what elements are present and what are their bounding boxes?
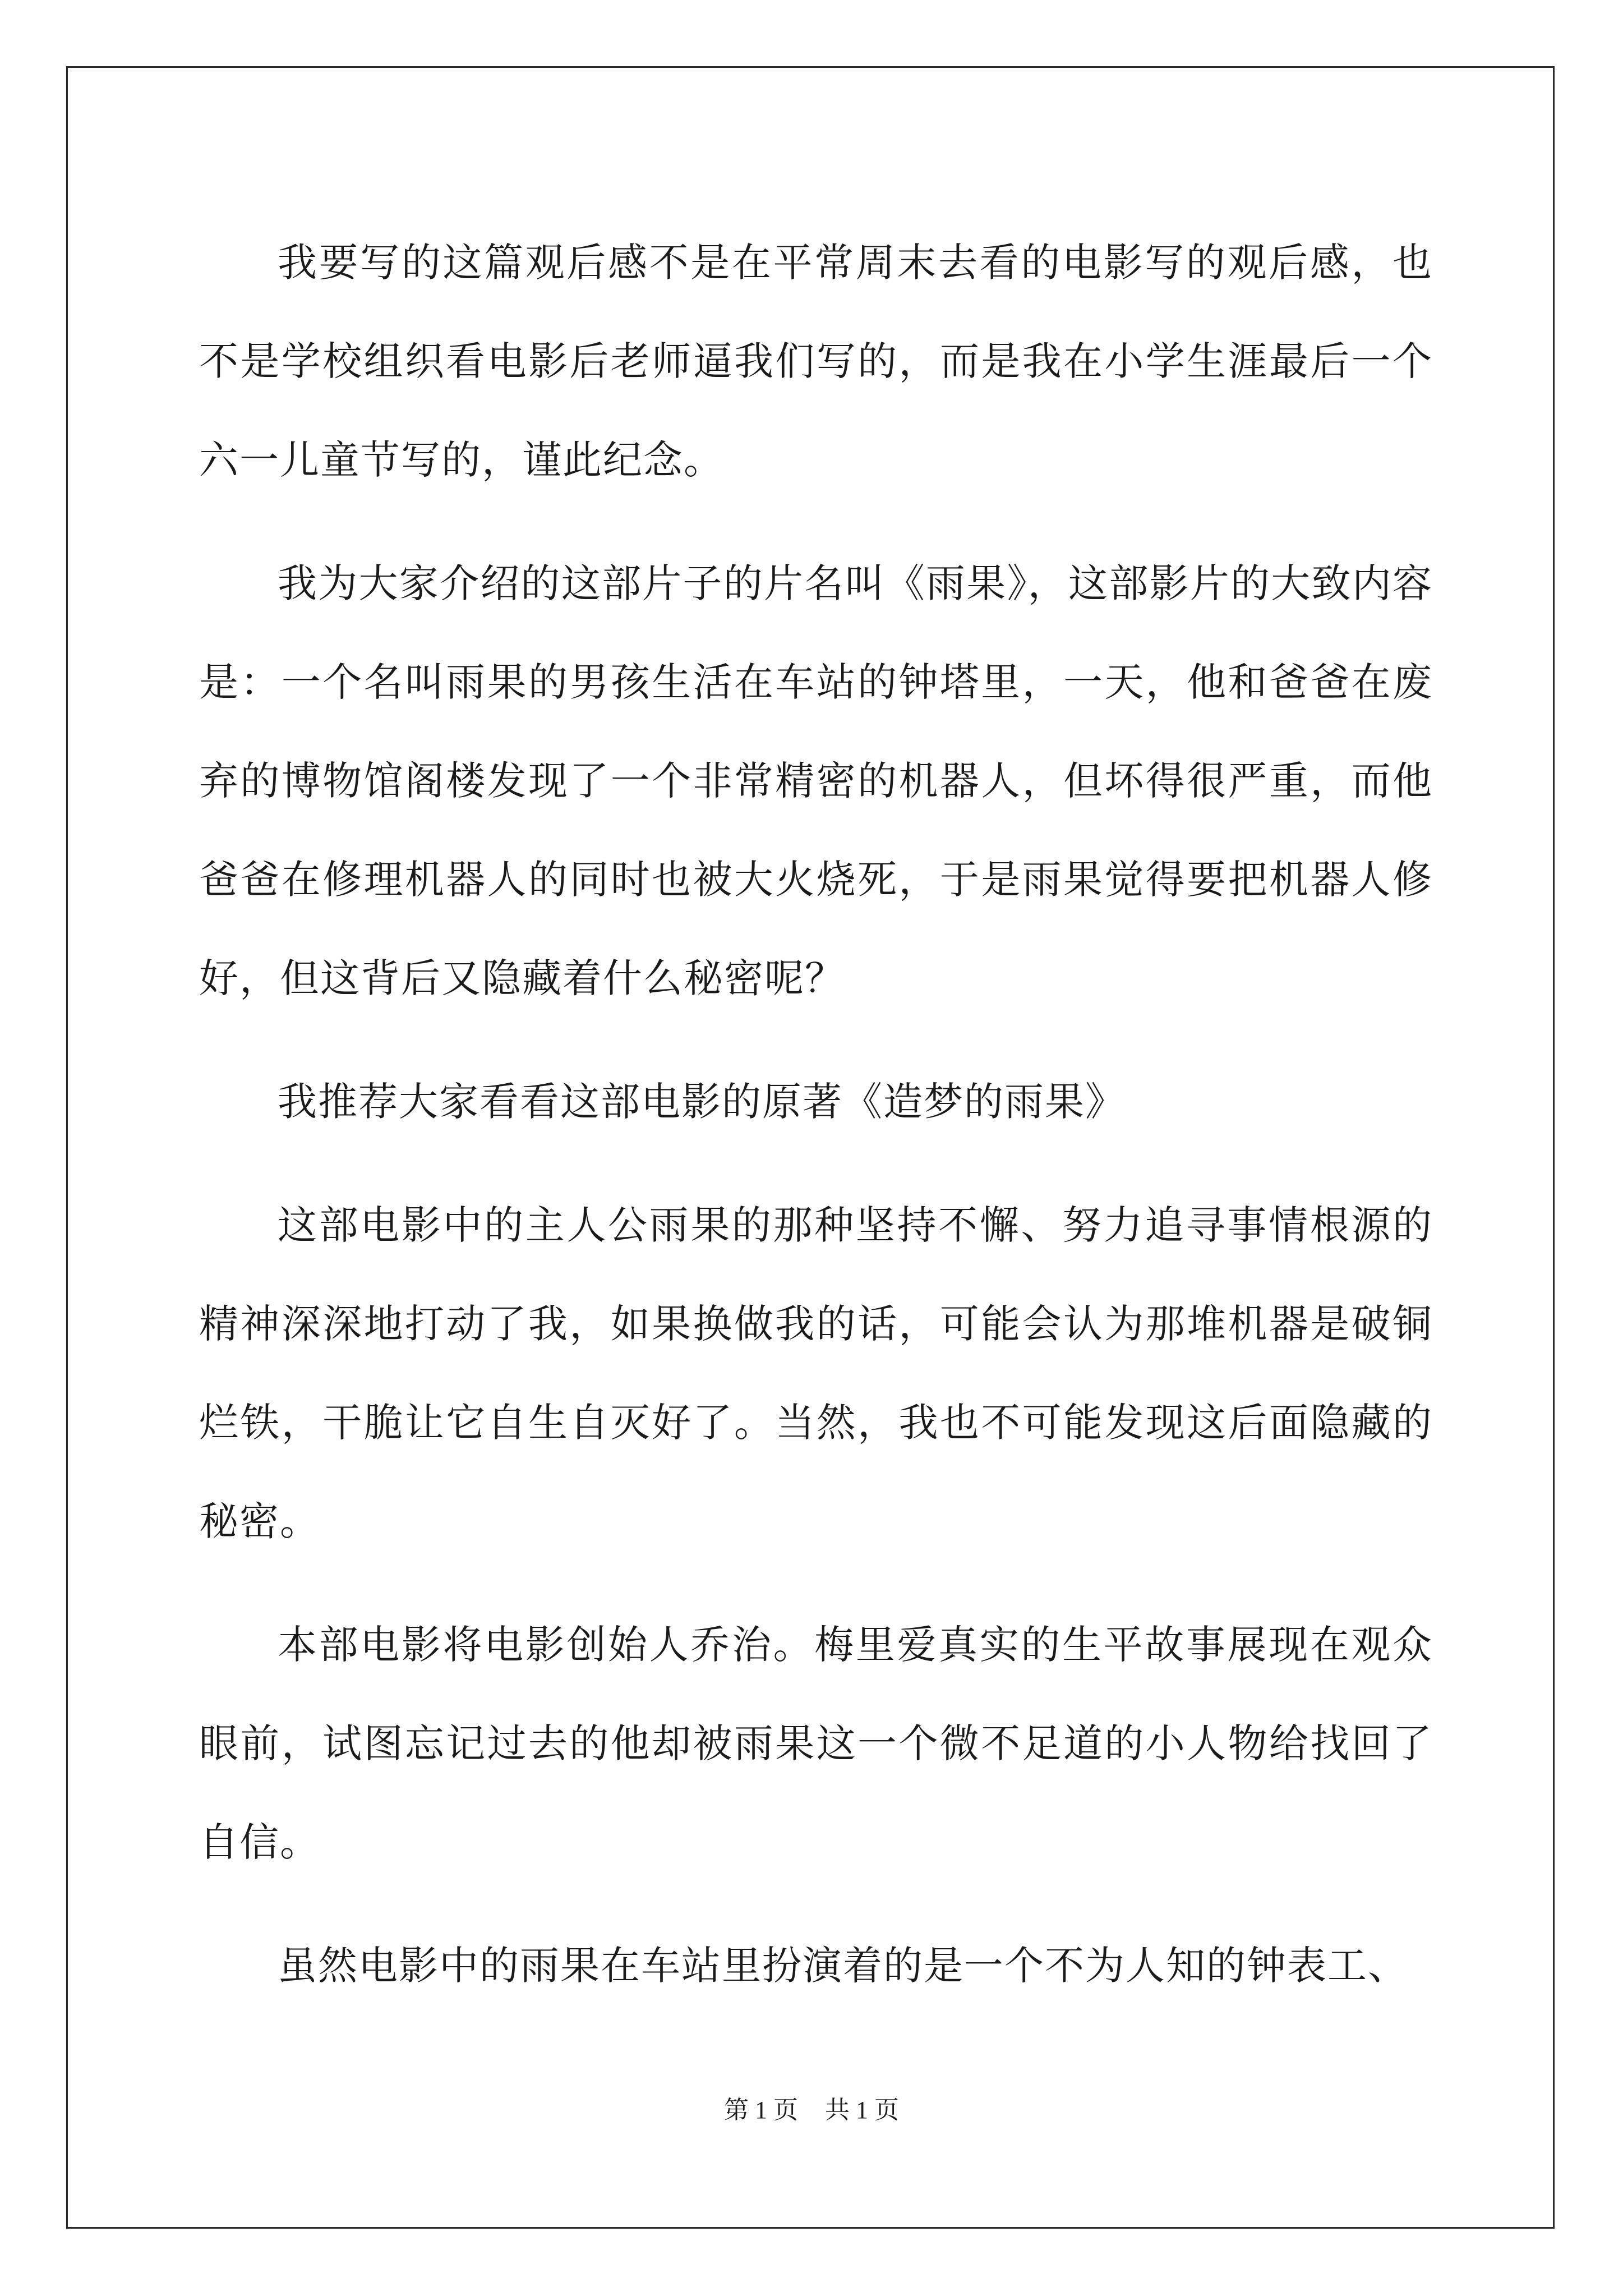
paragraph-3: 我推荐大家看看这部电影的原著《造梦的雨果》 (278, 1079, 1126, 1125)
document-body (199, 213, 1433, 2040)
paragraph-4: 这部电影中的主人公雨果的那种坚持不懈、努力追寻事情根源的精神深深地打动了我，如果换做我的话，可能会认为那堆机器是破铜烂铁，干脆让它自生自灭好了。当然，我也不可能发现这后面隐藏的秘密。 (199, 1202, 1433, 1544)
page-number: 第 1 页 (724, 2096, 798, 2124)
page-total: 共 1 页 (825, 2096, 899, 2124)
paragraph-5: 本部电影将电影创始人乔治。梅里爱真实的生平故事展现在观众眼前，试图忘记过去的他却被雨果这一个微不足道的小人物给找回了自信。 (199, 1622, 1433, 1865)
paragraph-2: 我为大家介绍的这部片子的片名叫《雨果》，这部影片的大致内容是：一个名叫雨果的男孩生活在车站的钟塔里，一天，他和爸爸在废弃的博物馆阁楼发现了一个非常精密的机器人，但坏得很严重，而他爸爸在修理机器人的同时也被大火烧死，于是雨果觉得要把机器人修好，但这背后又隐藏着什么秘密呢？ (199, 560, 1433, 1001)
paragraph-1: 我要写的这篇观后感不是在平常周末去看的电影写的观后感，也不是学校组织看电影后老师逼我们写的，而是我在小学生涯最后一个六一儿童节写的，谨此纪念。 (199, 240, 1433, 483)
paragraph-6: 虽然电影中的雨果在车站里扮演着的是一个不为人知的钟表工、 (278, 1943, 1408, 1989)
page-footer (0, 2093, 1623, 2127)
